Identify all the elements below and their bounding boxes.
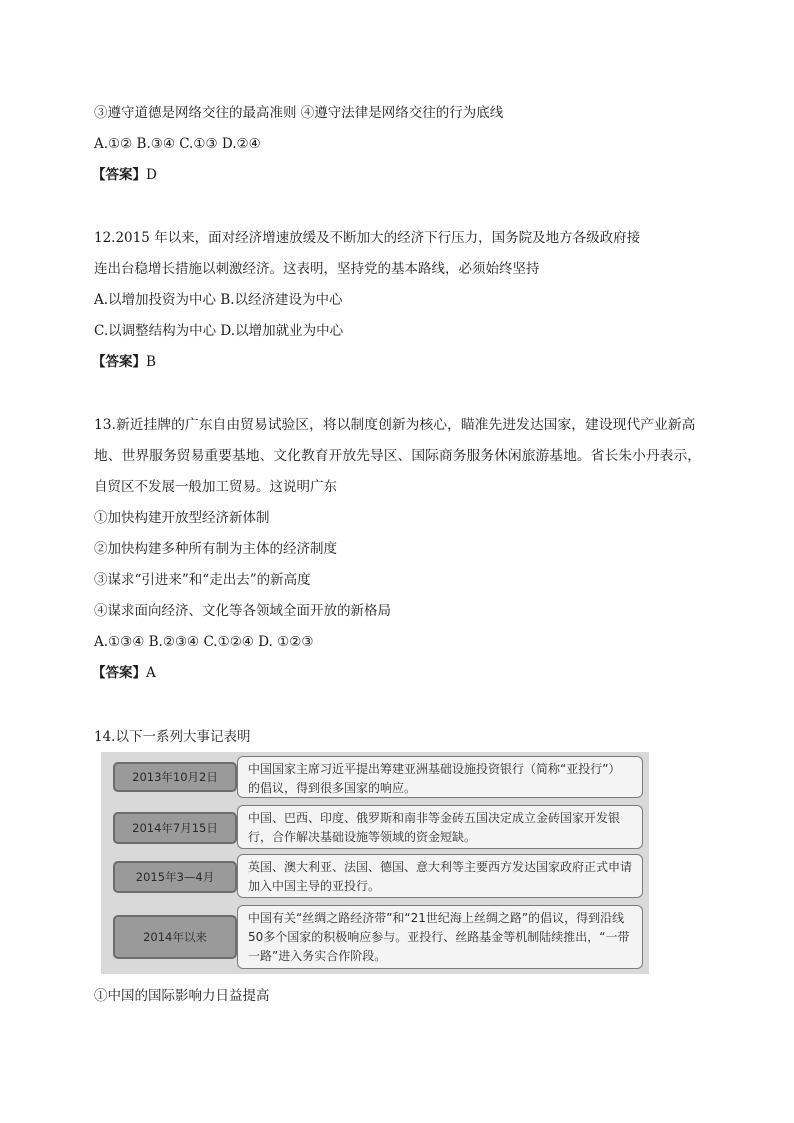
timeline-row xyxy=(101,854,649,898)
answer-label: 【答案】 xyxy=(92,167,146,183)
q13-choices: A.①③④ B.②③④ C.①②④ D. ①②③ xyxy=(94,634,314,650)
timeline-date: 2013年10月2日 xyxy=(113,762,237,792)
timeline-figure xyxy=(101,752,649,974)
timeline-event: 中国国家主席习近平提出筹建亚洲基础设施投资银行（简称“亚投行”）的倡议，得到很多国家的响应。 xyxy=(237,756,643,798)
timeline-date: 2015年3—4月 xyxy=(113,861,237,893)
q13-stem-line1: 13.新近挂牌的广东自由贸易试验区，将以制度创新为核心，瞄准先进发达国家，建设现代产业新高 xyxy=(94,417,696,433)
q12-answer xyxy=(92,352,156,372)
q13-option-3: ③谋求“引进来”和“走出去”的新高度 xyxy=(94,572,311,588)
timeline-date: 2014年7月15日 xyxy=(113,812,237,844)
q13-answer xyxy=(92,663,156,683)
timeline-event: 英国、澳大利亚、法国、德国、意大利等主要西方发达国家政府正式申请加入中国主导的亚投行。 xyxy=(237,854,643,898)
q12-stem-line1: 12.2015 年以来，面对经济增速放缓及不断加大的经济下行压力，国务院及地方各级政府接 xyxy=(94,230,641,246)
q13-option-2: ②加快构建多种所有制为主体的经济制度 xyxy=(94,541,337,557)
timeline-event: 中国、巴西、印度、俄罗斯和南非等金砖五国决定成立金砖国家开发银行，合作解决基础设施等领域的资金短缺。 xyxy=(237,805,643,849)
answer-value: B xyxy=(146,354,156,370)
q11-option-line: ③遵守道德是网络交往的最高准则 ④遵守法律是网络交往的行为底线 xyxy=(94,105,504,121)
timeline-row xyxy=(101,756,649,798)
timeline-row xyxy=(101,905,649,969)
q13-option-4: ④谋求面向经济、文化等各领域全面开放的新格局 xyxy=(94,603,391,619)
q13-stem-line3: 自贸区不发展一般加工贸易。这说明广东 xyxy=(94,479,337,495)
answer-label: 【答案】 xyxy=(92,354,146,370)
q13-option-1: ①加快构建开放型经济新体制 xyxy=(94,510,270,526)
q11-answer xyxy=(92,165,157,185)
answer-value: D xyxy=(146,167,157,183)
q13-stem-line2: 地、世界服务贸易重要基地、文化教育开放先导区、国际商务服务休闲旅游基地。省长朱小丹表示， xyxy=(94,448,702,464)
answer-label: 【答案】 xyxy=(92,665,146,681)
answer-value: A xyxy=(146,665,156,681)
q12-choices-line2: C.以调整结构为中心 D.以增加就业为中心 xyxy=(94,323,344,339)
q14-option-1: ①中国的国际影响力日益提高 xyxy=(94,988,270,1004)
q11-choices: A.①② B.③④ C.①③ D.②④ xyxy=(94,136,261,152)
q12-stem-line2: 连出台稳增长措施以刺激经济。这表明，坚持党的基本路线，必须始终坚持 xyxy=(94,261,540,277)
q14-stem: 14.以下一系列大事记表明 xyxy=(94,729,251,745)
timeline-row xyxy=(101,805,649,849)
timeline-event: 中国有关“丝绸之路经济带”和“21世纪海上丝绸之路”的倡议，得到沿线50多个国家的积极响应参与。亚投行、丝路基金等机制陆续推出，“一带一路”进入务实合作阶段。 xyxy=(237,905,643,969)
timeline-date: 2014年以来 xyxy=(113,915,237,959)
q12-choices-line1: A.以增加投资为中心 B.以经济建设为中心 xyxy=(94,292,343,308)
